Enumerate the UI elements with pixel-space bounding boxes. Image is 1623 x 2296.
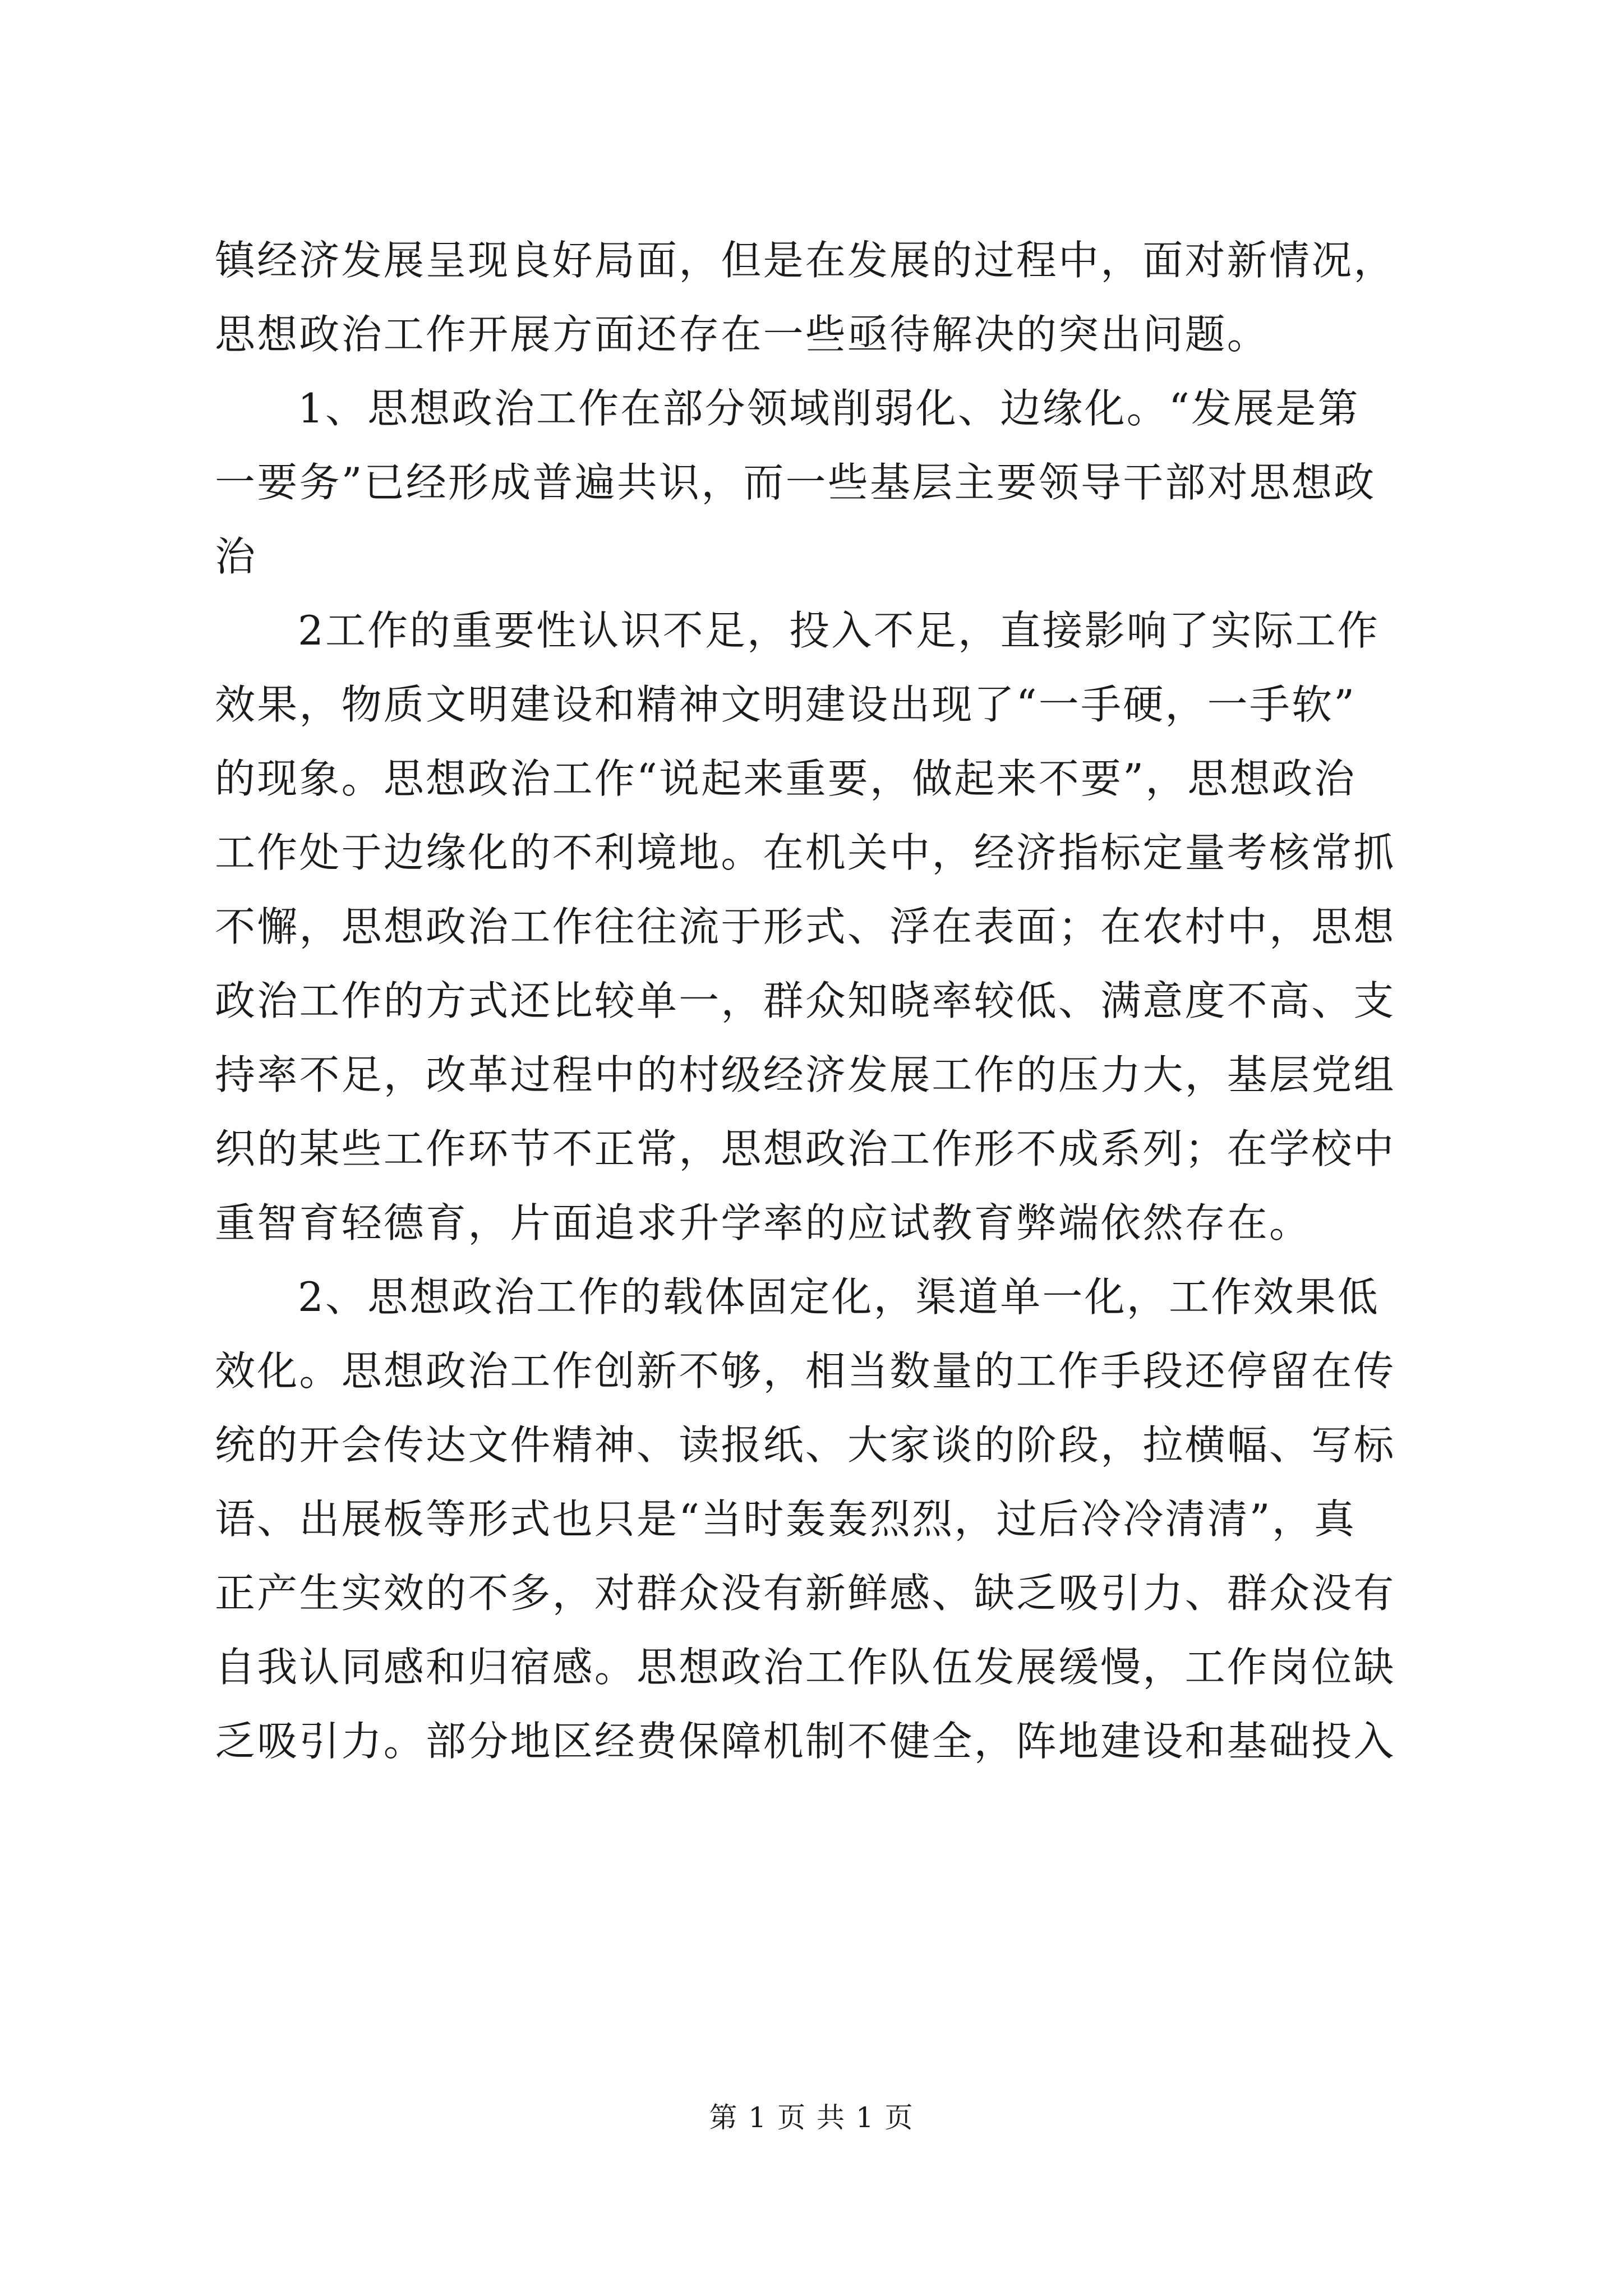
text-line: 工作处于边缘化的不利境地。在机关中，经济指标定量考核常抓 xyxy=(215,829,1396,876)
text-line: 思想政治工作开展方面还存在一些亟待解决的突出问题。 xyxy=(215,311,1270,358)
text-line: 正产生实效的不多，对群众没有新鲜感、缺乏吸引力、群众没有 xyxy=(215,1570,1396,1617)
text-line: 2、思想政治工作的载体固定化，渠道单一化，工作效果低 xyxy=(298,1273,1380,1320)
page-number-footer: 第 1 页 共 1 页 xyxy=(709,2101,914,2134)
text-line: 2工作的重要性认识不足，投入不足，直接影响了实际工作 xyxy=(298,607,1380,654)
text-line: 语、出展板等形式也只是“当时轰轰烈烈，过后冷冷清清”，真 xyxy=(215,1496,1357,1543)
text-line: 治 xyxy=(215,533,257,580)
text-line: 统的开会传达文件精神、读报纸、大家谈的阶段，拉横幅、写标 xyxy=(215,1421,1396,1469)
text-line: 不懈，思想政治工作往往流于形式、浮在表面；在农村中，思想 xyxy=(215,903,1396,950)
text-line: 织的某些工作环节不正常，思想政治工作形不成系列；在学校中 xyxy=(215,1125,1396,1172)
text-line: 自我认同感和归宿感。思想政治工作队伍发展缓慢，工作岗位缺 xyxy=(215,1644,1396,1691)
text-line: 乏吸引力。部分地区经费保障机制不健全，阵地建设和基础投入 xyxy=(215,1718,1396,1765)
text-line: 1、思想政治工作在部分领域削弱化、边缘化。“发展是第 xyxy=(298,385,1360,432)
text-line: 镇经济发展呈现良好局面，但是在发展的过程中，面对新情况， xyxy=(215,237,1396,284)
text-line: 持率不足，改革过程中的村级经济发展工作的压力大，基层党组 xyxy=(215,1051,1396,1098)
text-line: 的现象。思想政治工作“说起来重要，做起来不要”，思想政治 xyxy=(215,755,1357,802)
text-line: 重智育轻德育，片面追求升学率的应试教育弊端依然存在。 xyxy=(215,1199,1312,1246)
text-line: 一要务”已经形成普遍共识，而一些基层主要领导干部对思想政 xyxy=(215,459,1376,506)
text-line: 效化。思想政治工作创新不够，相当数量的工作手段还停留在传 xyxy=(215,1347,1396,1395)
text-line: 效果，物质文明建设和精神文明建设出现了“一手硬，一手软” xyxy=(215,681,1357,728)
text-line: 政治工作的方式还比较单一，群众知晓率较低、满意度不高、支 xyxy=(215,977,1396,1024)
document-body xyxy=(215,223,1415,1778)
